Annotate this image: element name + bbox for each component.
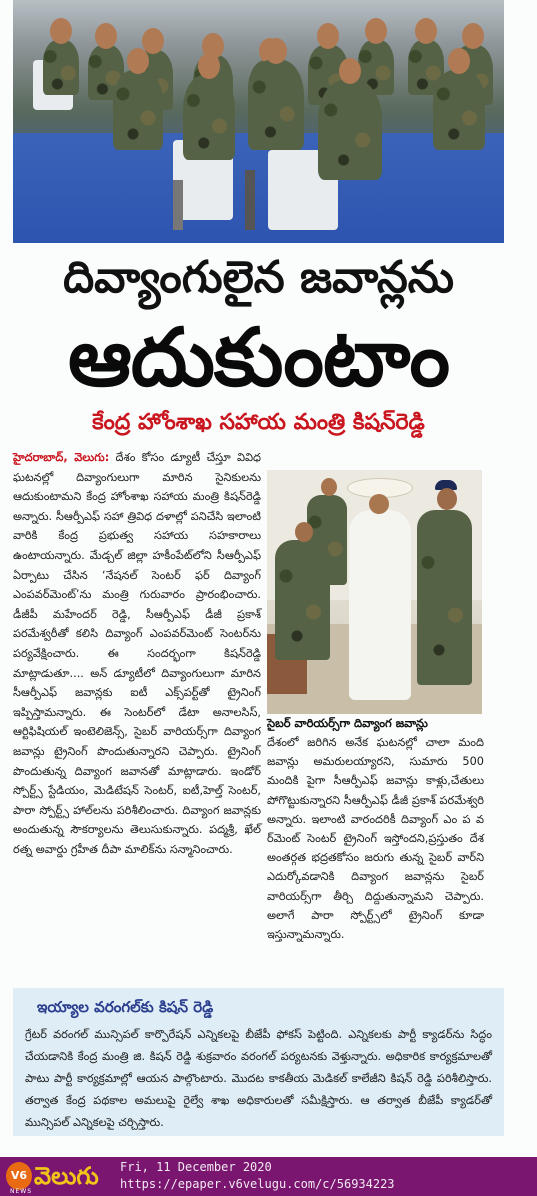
v6-velugu-logo (6, 1160, 118, 1193)
dateline: హైదరాబాద్‌, వెలుగు: (13, 451, 110, 464)
brief-title: ఇయ్యాల వరంగల్‌కు కిషన్‌ రెడ్డి (37, 998, 214, 1016)
article-right-column: దేశంలో జరిగిన అనేక ఘటనల్లో చాలా మంది జవాన్లు అమరులయ్యారని, సుమారు 500 మందికి పైగా సీఆర్పీఎఫ్‌ జవాన్లు కాళ్లు,చేతులు పోగొట్టుకున్నారని సీఆర్పీఎఫ్‌ డీజీ ప్రకాశ్‌ పరమేశ్వరి అన్నారు. ఇలాంటి వారందరికీ దివ్యాంగ్‌ ఎం ప వ ర్‌మెంట్‌ సెంటర్‌ ట్రైనింగ్‌ ఇస్తోందని,ప్రస్తుతం దేశ అంతర్గత భద్రతకోసం జరుగు తున్న సైబర్‌ వార్‌ని ఎదుర్కోవడానికి దివ్యాంగ జవాన్లను సైబర్‌ వారియర్స్‌గా తీర్చి దిద్దుతున్నామని చెప్పారు. అలాగే పారా స్పోర్ట్స్‌లో ట్రైనింగ్‌ కూడా ఇస్తున్నామన్నారు. (267, 736, 484, 942)
logo-name: వెలుగు (34, 1162, 99, 1190)
edition-date: Fri, 11 December 2020 (120, 1160, 272, 1174)
news-brief-box (13, 988, 504, 1136)
top-photo-seated-jawans (13, 0, 504, 243)
headline-line-2: ఆదుకుంటాం (67, 311, 450, 404)
article-left-text: దేశం కోసం డ్యూటీ చేస్తూ వివిధ ఘటనల్లో దివ్యాంగులుగా మారిన సైనికులను ఆదుకుంటామని కేంద్ర హోంశాఖ సహాయ మంత్రి కిషన్‌రెడ్డి అన్నారు. సీఆర్పీఎఫ్‌ సహా త్రివిధ దళాల్లో పనిచేసి ఇలాంటి వారికి కేంద్ర ప్రభుత్వ సహాయ సహకారాలు ఉంటాయన్నారు. మేడ్చల్‌ జిల్లా హకీంపేట్‌లోని సీఆర్పీఎఫ్‌ ఏర్పాటు చేసిన ‘నేషనల్‌ సెంటర్‌ ఫర్‌ దివ్యాంగ్‌ ఎంపవర్‌మెంట్‌’ను మంత్రి గురువారం ప్రారంభించారు. డీజీపీ మహేందర్‌ రెడ్డి, సీఆర్పీఎఫ్‌ డీజీ ప్రకాశ్‌ పరమేశ్వరీతో కలిసి దివ్యాంగ్‌ ఎంపవర్‌మెంట్‌ సెంటర్‌ను పర్యవేక్షించారు. ఈ సందర్భంగా కిషన్‌రెడ్డి మాట్లాడుతూ.... అన్‌ డ్యూటీలో దివ్యాంగులుగా మారిన సీఆర్పీఎఫ్‌ జవాన్లకు ఐటీ ఎక్స్‌పర్ట్‌తో ట్రైనింగ్‌ ఇప్పిస్తామన్నారు. ఈ సెంటర్‌లో డేటా అనాలసిస్‌, ఆర్టిఫిషియల్‌ ఇంటెలిజెన్స్‌, సైబర్‌ వారియర్స్‌గా దివ్యాంగ జవాన్లు ట్రైనింగ్‌ పొందుతున్నారని చెప్పారు. ట్రైనింగ్‌ పొందుతున్న దివ్యాంగ జవానతో మాట్లాడారు. ఇండోర్‌ స్పోర్ట్స్‌ స్టేడియం, మెడిటేషన్‌ సెంటర్‌, ఐటీ,హెల్త్‌ సెంటర్‌, పారా స్పోర్ట్స్‌ హాల్‌లను పరిశీలించారు. దివ్యాంగ జవాన్లకు అందుతున్న సౌకర్యాలను తెలుసుకున్నారు. పద్మశ్రీ, ఖేల్‌ రత్న అవార్డు గ్రహీత దీపా మాలిక్‌ను సన్మానించారు. (13, 451, 261, 856)
headline-line-1: దివ్యాంగులైన జవాన్లను (63, 252, 454, 303)
photo-caption: సైబర్‌ వారియర్స్‌గా దివ్యాంగ జవాన్లు (267, 716, 428, 730)
brief-body: గ్రేటర్‌ వరంగల్‌ మున్సిపల్‌ కార్పొరేషన్‌ ఎన్నికలపై బీజేపీ ఫోకస్‌ పెట్టింది. ఎన్నికలకు పార్టీ క్యాడర్‌ను సిద్ధం చేయడానికి కేంద్ర మంత్రి జి. కిషన్‌ రెడ్డి శుక్రవారం వరంగల్‌ పర్యటనకు వెళ్తున్నారు. అధికారిక కార్యక్రమాలతో పాటు పార్టీ కార్యక్రమాల్లో ఆయన పాల్గొంటారు. మొదట కాకతీయ మెడికల్‌ కాలేజీని కిషన్‌ రెడ్డి పరిశీలిస్తారు. తర్వాత కేంద్ర పథకాల అమలుపై రైల్వే శాఖ అధికారులతో సమీక్షిస్తారు. ఆ తర్వాత బీజేపీ క్యాడర్‌తో మున్సిపల్‌ ఎన్నికలపై చర్చిస్తారు. (25, 1028, 492, 1129)
inset-photo-minister-visit (267, 470, 482, 714)
v6-badge: V6 (6, 1162, 32, 1190)
epaper-url[interactable]: https://epaper.v6velugu.com/c/56934223 (120, 1177, 395, 1191)
article-left-column (13, 448, 261, 918)
subheadline: కేంద్ర హోంశాఖ సహాయ మంత్రి కిషన్‌రెడ్డి (92, 410, 425, 435)
logo-tag: NEWS (10, 1188, 33, 1195)
footer-bar (0, 1157, 537, 1196)
